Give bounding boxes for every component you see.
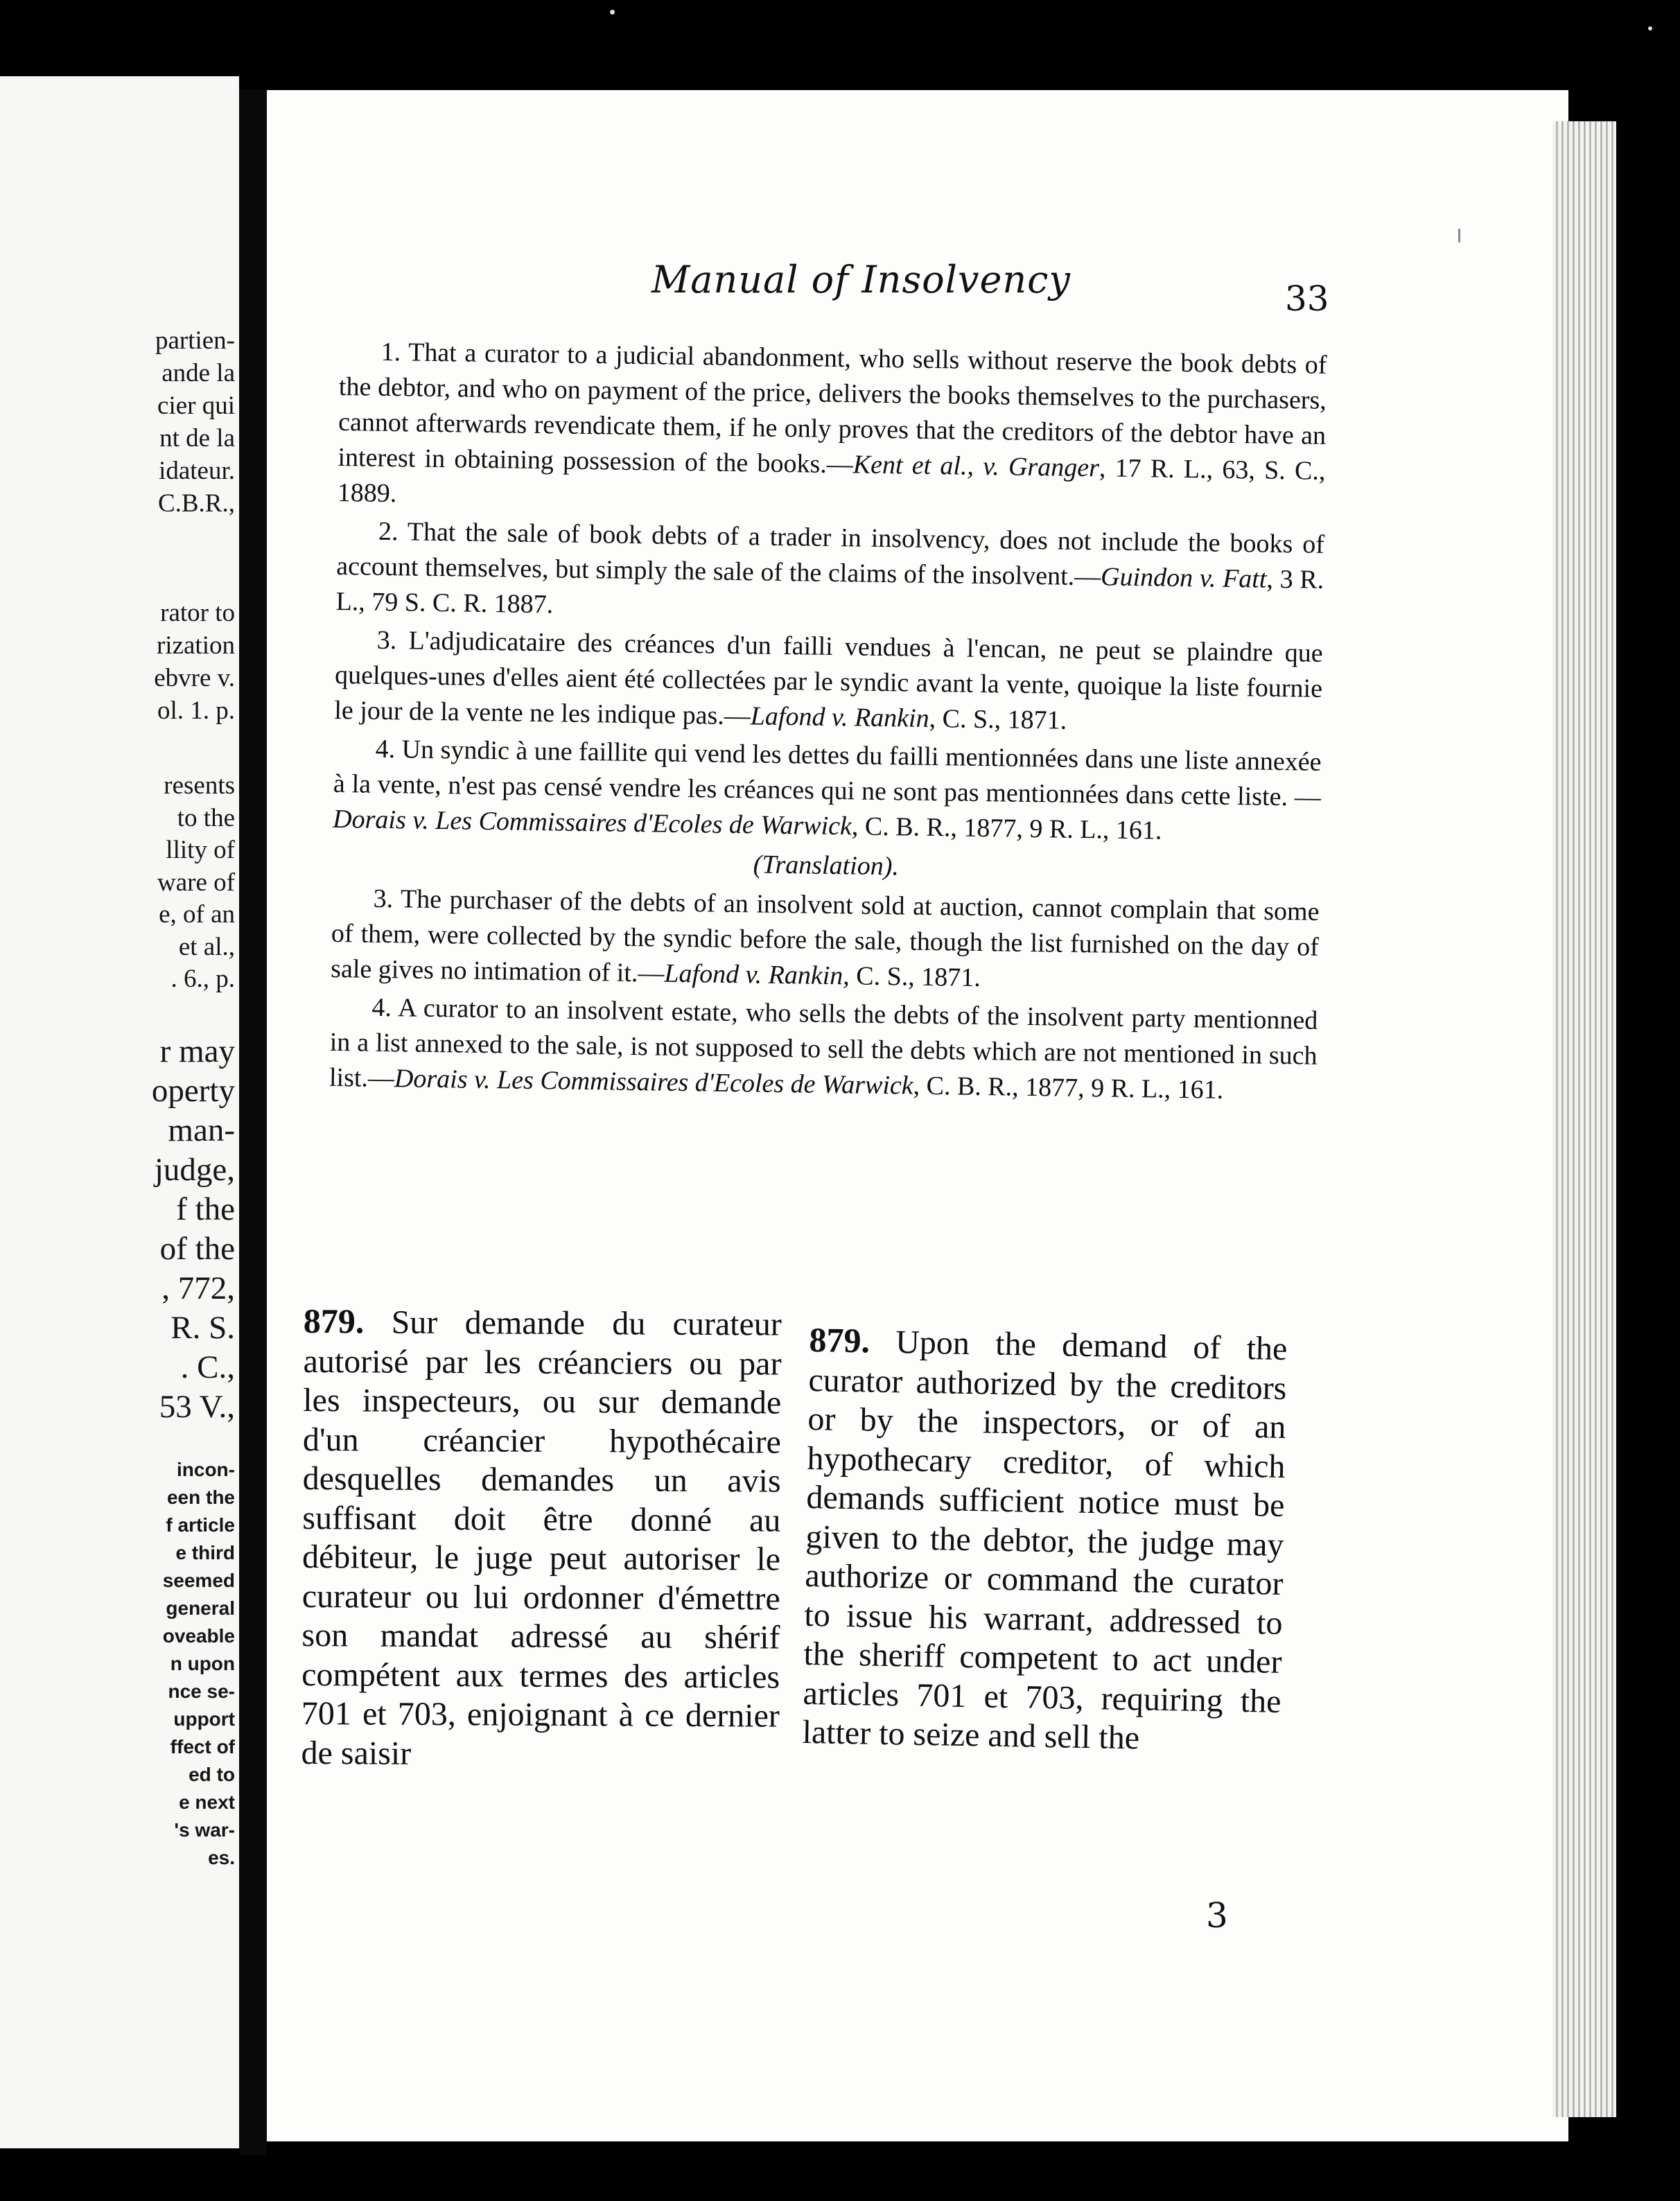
left-page-line: e third xyxy=(175,1542,235,1563)
left-page-line: seemed xyxy=(162,1570,235,1591)
article-text: Sur demande du curateur autorisé par les créanciers ou par les inspecteurs, ou sur demande d'un créancier hypothécaire desquelles demandes un avis suffisant doit être donné au débiteur, le juge peut autoriser le curateur ou lui ordonner d'émettre son mandat adressé au shérif compétent aux termes des articles 701 et 703, enjoignant à ce dernier de saisir xyxy=(301,1304,782,1772)
note-4-fr xyxy=(333,731,1322,851)
note-citation-ref: , C. B. R., 1877, 9 R. L., 161. xyxy=(851,812,1162,845)
left-page-line: llity of xyxy=(166,836,235,864)
book-gutter xyxy=(239,90,267,2155)
left-page-line: operty xyxy=(151,1073,235,1109)
note-citation: Lafond v. Rankin xyxy=(664,958,843,991)
left-page-line: e, of an xyxy=(159,900,235,929)
note-citation-ref: , 17 R. L., 63, S. C., 1889. xyxy=(337,453,1326,509)
article-text: Upon the demand of the curator authorized by the creditors or by the inspectors, or of an hypothecary creditor, of which demands sufficient notice must be given to the debtor, the judge may authorize or command the curator to issue his warrant, addressed to the sheriff competent to act under articles 701 et 703, requiring the latter to seize and sell the xyxy=(802,1323,1288,1757)
left-page-line: nce se- xyxy=(168,1681,235,1702)
left-page-line: idateur. xyxy=(159,457,235,485)
left-page-line: 's war- xyxy=(174,1819,235,1841)
note-2 xyxy=(335,514,1324,633)
left-page-line: C.B.R., xyxy=(157,489,235,518)
note-4-en xyxy=(329,990,1318,1110)
note-citation: Dorais v. Les Commissaires d'Ecoles de Warwick xyxy=(394,1064,913,1100)
note-1 xyxy=(337,334,1327,525)
left-page-line: ande la xyxy=(161,359,235,387)
signature-mark: 3 xyxy=(1206,1895,1228,1936)
left-page-line: resents xyxy=(164,771,235,800)
left-page-line: es. xyxy=(208,1847,235,1868)
left-page-line: ware of xyxy=(157,868,235,897)
left-page-line: , 772, xyxy=(161,1270,235,1306)
left-page-line: general xyxy=(166,1597,235,1619)
article-number: 879. xyxy=(303,1301,365,1341)
translation-heading: (Translation). xyxy=(753,850,900,882)
article-number: 879. xyxy=(809,1320,870,1360)
note-citation-ref: , C. S., 1871. xyxy=(843,961,981,993)
left-page-line: rization xyxy=(156,631,235,660)
left-page-line: n upon xyxy=(170,1653,235,1674)
note-citation: Lafond v. Rankin xyxy=(750,701,929,733)
left-page-line: f the xyxy=(176,1191,235,1227)
note-text: 2. That the sale of book debts of a trader in insolvency, does not include the books of account themselves, but simply the sale of the claims of the insolvent.— xyxy=(336,516,1325,592)
note-citation: Guindon v. Fatt xyxy=(1100,562,1267,594)
scan-speck xyxy=(1458,229,1460,243)
left-page-line: ebvre v. xyxy=(154,664,235,692)
article-879-english xyxy=(802,1320,1288,1760)
left-page-line: . C., xyxy=(180,1349,235,1385)
note-text: 3. The purchaser of the debts of an insolvent sold at auction, cannot complain that some of them, were collected by the syndic before the sale, though the list furnished on the day of sale gives no intimation of it.— xyxy=(330,884,1320,988)
left-page-line: et al., xyxy=(178,932,235,961)
left-page-line: e next xyxy=(179,1791,235,1813)
left-page-line: ed to xyxy=(189,1764,235,1785)
left-page-line: upport xyxy=(173,1708,235,1730)
note-text: 4. Un syndic à une faillite qui vend les dettes du failli mentionnées dans une liste annexée à la vente, n'est pas censé vendre les créances qui ne sont pas mentionnées dans cette liste. — xyxy=(333,734,1322,812)
left-page-line: 53 V., xyxy=(159,1389,235,1425)
scan-speck xyxy=(610,10,615,15)
note-citation-ref: , C. S., 1871. xyxy=(929,703,1067,735)
left-page-line: incon- xyxy=(177,1459,235,1480)
note-text: 3. L'adjudicataire des créances d'un failli vendues à l'encan, ne peut se plaindre que quelques-unes d'elles aient été collectées par le syndic avant la vente, quoique la liste fournie le jour de la vente ne les indique pas.— xyxy=(334,625,1323,731)
note-text: 4. A curator to an insolvent estate, who sells the debts of the insolvent party mentionned in a list annexed to the sale, is not supposed to sell the debts which are not mentioned in such list.— xyxy=(329,992,1318,1094)
note-citation: Dorais v. Les Commissaires d'Ecoles de Warwick xyxy=(332,804,852,841)
note-citation-ref: , 3 R. L., 79 S. C. R. 1887. xyxy=(335,564,1324,620)
left-page-line: nt de la xyxy=(159,424,235,453)
left-page-line: to the xyxy=(177,803,235,832)
left-page-fragment xyxy=(0,76,239,2148)
left-page-line: judge, xyxy=(154,1152,235,1188)
note-citation: Kent et al., v. Granger xyxy=(852,450,1100,483)
left-page-line: rator to xyxy=(160,599,235,627)
left-page-line: r may xyxy=(159,1033,235,1069)
note-citation-ref: , C. B. R., 1877, 9 R. L., 161. xyxy=(913,1071,1224,1105)
left-page-line: . 6., p. xyxy=(170,965,235,993)
left-page-line: ol. 1. p. xyxy=(157,696,235,725)
left-page-line: of the xyxy=(159,1231,235,1267)
running-head: Manual of Insolvency xyxy=(651,258,1071,301)
note-text: 1. That a curator to a judicial abandonment, who sells without reserve the book debts of the debtor, and who on payment of the price, delivers the books themselves to the purchasers, cannot afterwards revendicate them, if he only proves that the creditors of the debtor have an interest in obtaining possession of the books.— xyxy=(338,337,1327,480)
left-page-line: een the xyxy=(166,1487,235,1508)
scan-speck xyxy=(1648,26,1652,30)
left-page-line: R. S. xyxy=(170,1310,235,1346)
left-page-line: partien- xyxy=(155,326,235,355)
left-page-line: man- xyxy=(168,1112,235,1148)
left-page-line: oveable xyxy=(162,1625,235,1647)
note-3-fr xyxy=(334,622,1323,742)
page-number: 33 xyxy=(1285,279,1329,319)
note-3-en xyxy=(331,881,1320,1001)
article-879-french xyxy=(301,1301,782,1775)
case-notes xyxy=(329,334,1327,1112)
page-edges xyxy=(1552,121,1616,2117)
left-page-line: cier qui xyxy=(157,392,235,420)
left-page-line: f article xyxy=(166,1514,235,1536)
left-page-line: ffect of xyxy=(170,1736,235,1757)
